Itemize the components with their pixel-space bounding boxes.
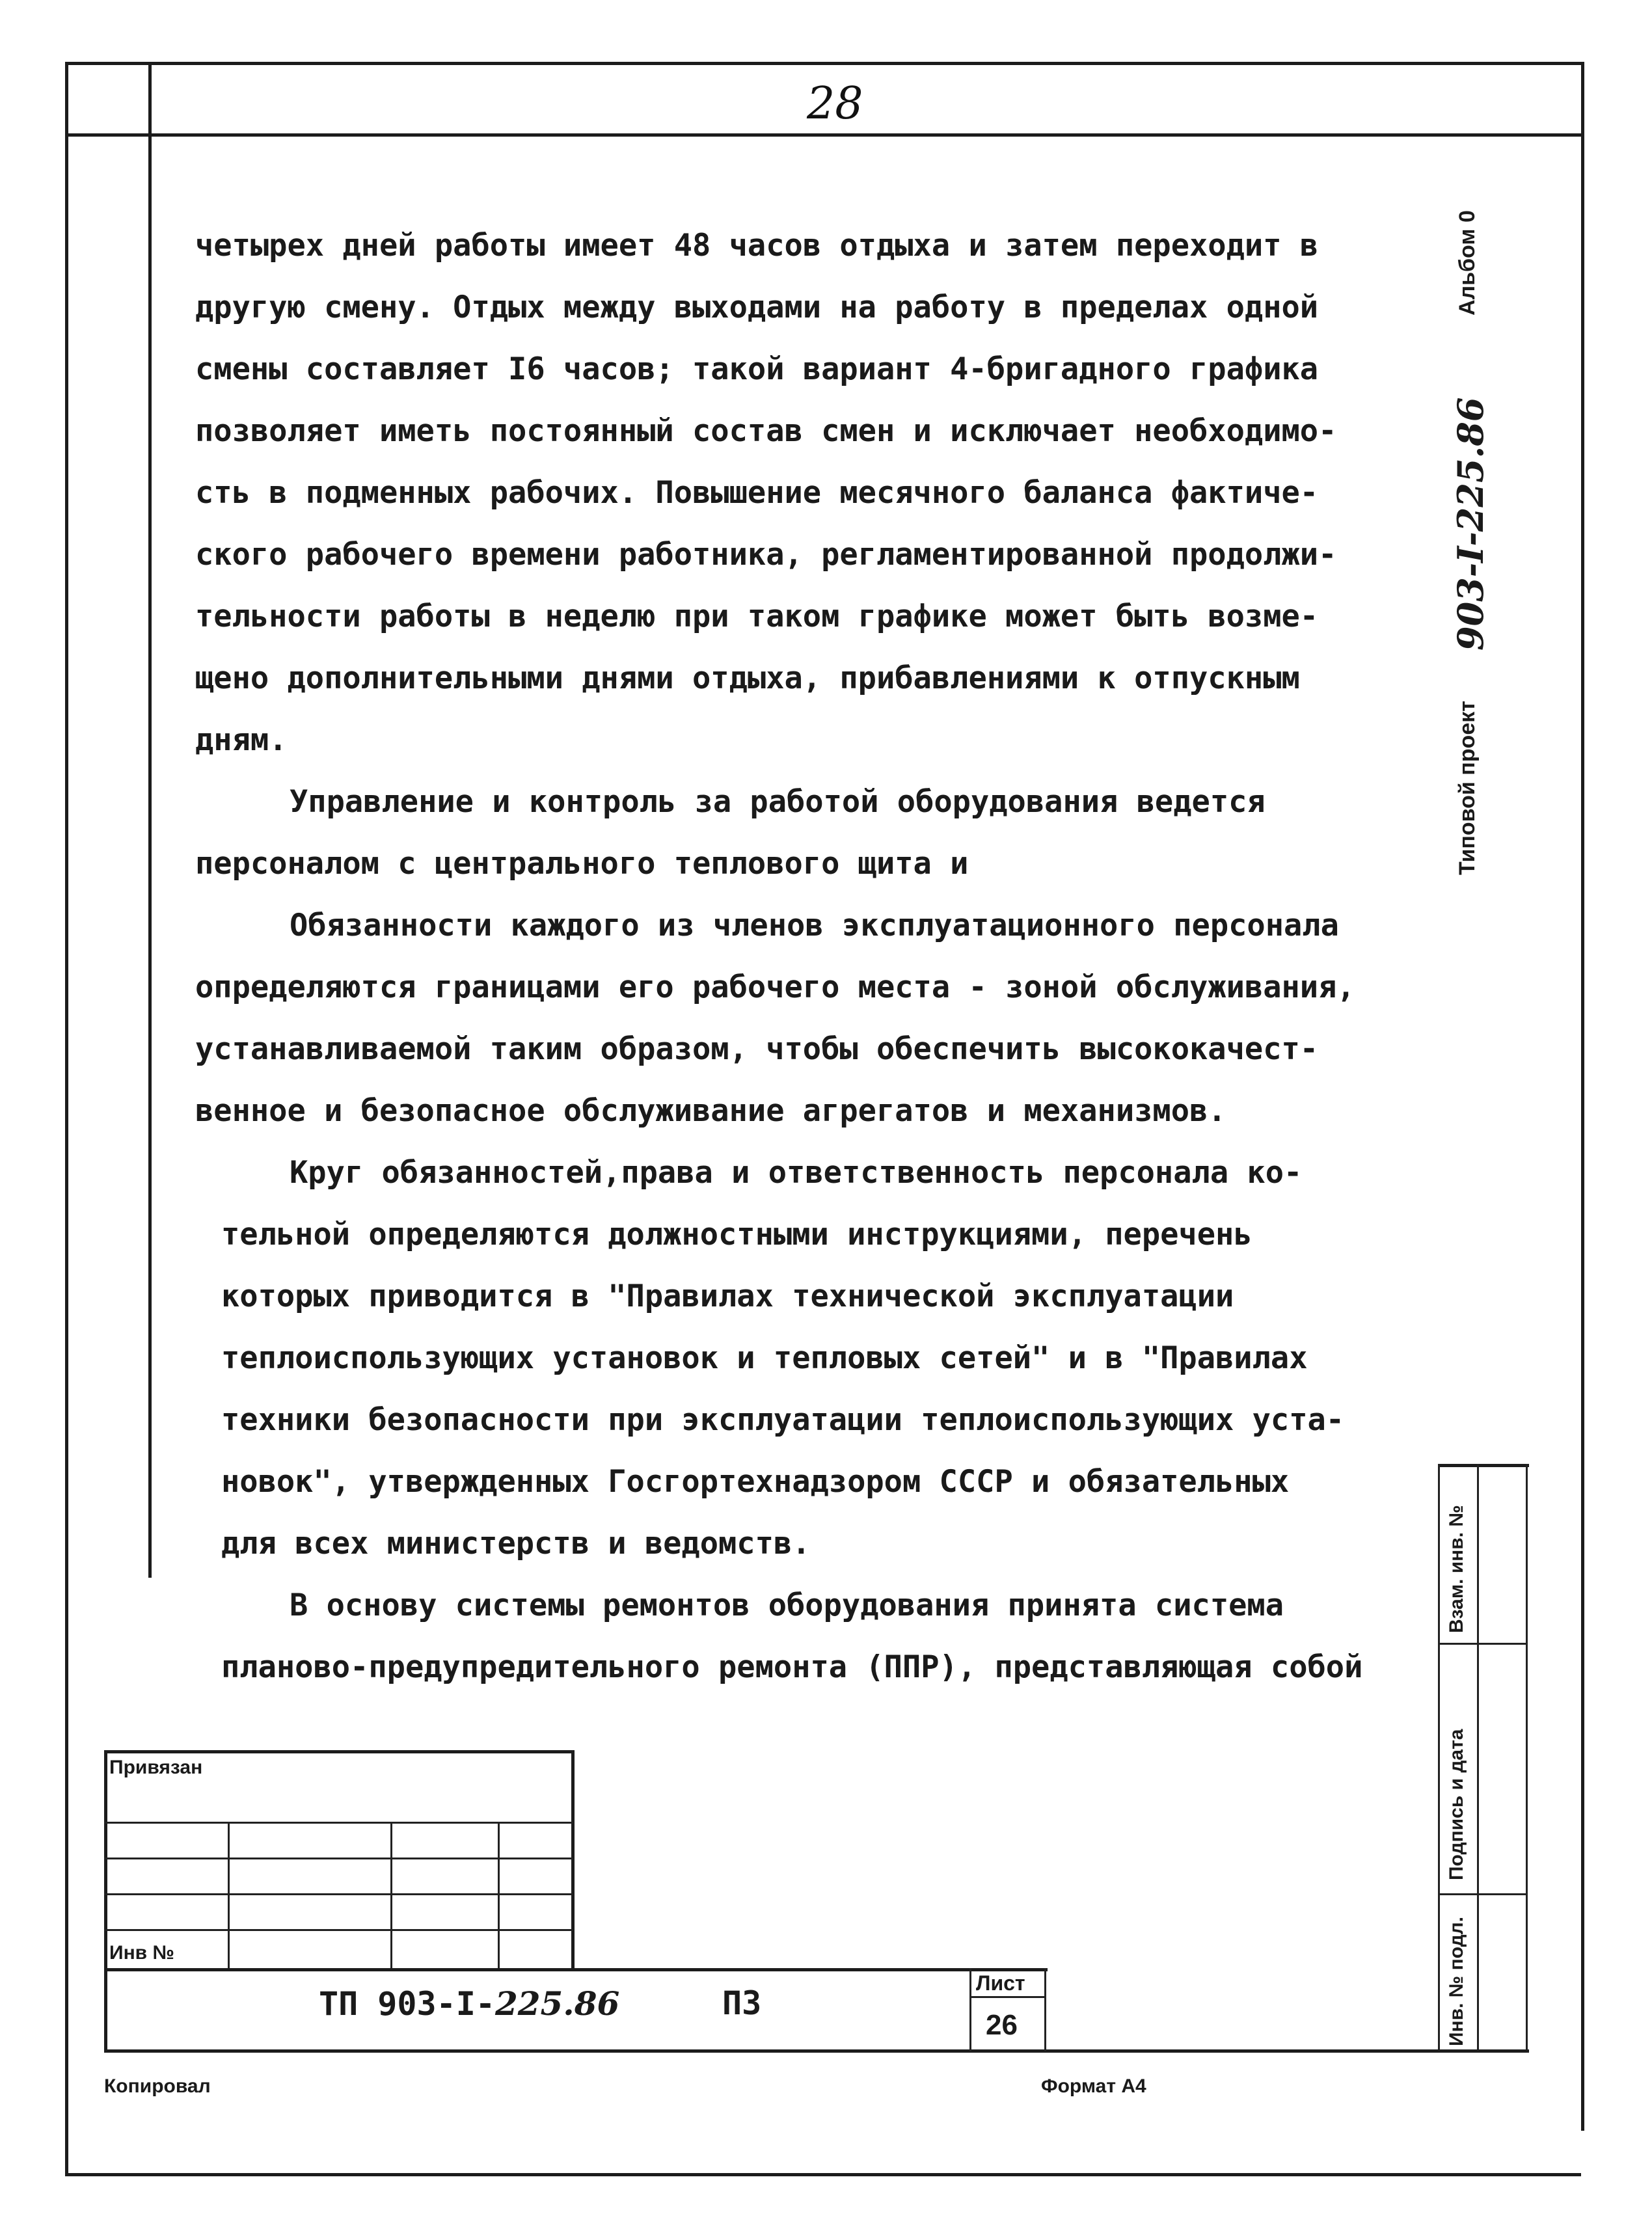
body-line: дням. <box>195 722 288 758</box>
title-grid-row4 <box>104 1929 573 1931</box>
body-line: техники безопасности при эксплуатации теплоиспользующих уста- <box>221 1402 1345 1438</box>
title-block-right-upper <box>571 1750 575 1971</box>
sheet-label: Лист <box>976 1971 1025 1995</box>
project-label: Типовой проект <box>1455 701 1480 875</box>
copied-label: Копировал <box>104 2075 211 2097</box>
body-line: венное и безопасное обслуживание агрегатов и механизмов. <box>195 1093 1226 1129</box>
title-grid-col3 <box>498 1822 500 1971</box>
title-grid-row1 <box>104 1822 573 1824</box>
right-stamp-top <box>1438 1464 1529 1467</box>
project-code: 903-I-225.86 <box>1450 397 1491 651</box>
sheet-box-right <box>1044 1968 1046 2051</box>
right-stamp-divider-b <box>1477 1464 1479 2053</box>
signature-date-label: Подпись и дата <box>1446 1729 1467 1880</box>
body-line: планово-предупредительного ремонта (ППР), представляющая собой <box>221 1649 1363 1685</box>
right-stamp-row1 <box>1438 1643 1526 1645</box>
sheet-number: 26 <box>986 2009 1018 2041</box>
page-number: 28 <box>807 78 863 129</box>
body-line: В основу системы ремонтов оборудования принята система <box>290 1587 1284 1623</box>
title-block-bottom <box>104 2049 1529 2053</box>
right-stamp-divider-c <box>1526 1464 1528 2053</box>
document-code-number: 225.86 <box>494 1984 620 2023</box>
body-line: новок", утвержденных Госгортехнадзором СССР и обязательных <box>221 1464 1290 1500</box>
document-code-prefix: ТП 903-I- <box>319 1985 495 2023</box>
document-type: ПЗ <box>722 1984 762 2022</box>
title-block-top <box>104 1750 573 1753</box>
title-block-left <box>104 1750 107 2049</box>
sheet-box-divider <box>969 1996 1046 1998</box>
body-line: позволяет иметь постоянный состав смен и исключает необходимо- <box>195 413 1337 449</box>
body-line: персоналом с центрального теплового щита и <box>195 846 969 882</box>
format-label: Формат А4 <box>1041 2075 1146 2097</box>
body-line: Круг обязанностей,права и ответственность персонала ко- <box>290 1155 1303 1191</box>
inv-podl-label: Инв. № подл. <box>1446 1916 1467 2046</box>
frame-right <box>1581 62 1584 2131</box>
frame-top <box>65 62 1581 65</box>
frame-left-outer <box>65 62 68 2173</box>
body-line: теплоиспользующих установок и тепловых сетей" и в "Правилах <box>221 1340 1308 1376</box>
body-line: щено дополнительными днями отдыха, прибавлениями к отпускным <box>195 660 1300 696</box>
frame-bottom <box>65 2173 1581 2176</box>
body-text <box>195 215 1418 1698</box>
sheet-box-left <box>969 1968 971 2051</box>
body-line: для всех министерств и ведомств. <box>221 1526 811 1561</box>
body-line: Управление и контроль за работой оборудования ведется <box>290 784 1266 820</box>
title-code-row-top <box>104 1968 1048 1971</box>
frame-header-bottom <box>65 133 1581 137</box>
title-grid-row3 <box>104 1893 573 1895</box>
album-label: Альбом 0 <box>1455 210 1480 316</box>
body-line: другую смену. Отдых между выходами на работу в пределах одной <box>195 290 1319 325</box>
right-stamp-divider-a <box>1438 1464 1440 2053</box>
title-grid-col1 <box>228 1822 230 1971</box>
body-line: ского рабочего времени работника, регламентированной продолжи- <box>195 537 1337 573</box>
body-line: тельности работы в неделю при таком графике может быть возме- <box>195 599 1319 634</box>
privyazan-label: Привязан <box>109 1757 203 1778</box>
body-line: устанавливаемой таким образом, чтобы обеспечить высококачест- <box>195 1031 1319 1067</box>
body-line: смены составляет I6 часов; такой вариант 4-бригадного графика <box>195 351 1319 387</box>
title-grid-row2 <box>104 1858 573 1859</box>
body-line: которых приводится в "Правилах технической эксплуатации <box>221 1278 1234 1314</box>
body-line: четырех дней работы имеет 48 часов отдыха и затем переходит в <box>195 228 1319 263</box>
inv-no-label: Инв № <box>109 1942 174 1964</box>
right-stamp-row2 <box>1438 1893 1526 1895</box>
frame-left-inner <box>148 62 152 1578</box>
body-line: сть в подменных рабочих. Повышение месячного баланса фактиче- <box>195 475 1319 511</box>
body-line: Обязанности каждого из членов эксплуатационного персонала <box>290 908 1339 943</box>
body-line: тельной определяются должностными инструкциями, перечень <box>221 1217 1253 1252</box>
vzam-inv-label: Взам. инв. № <box>1446 1505 1467 1633</box>
document-code <box>319 1984 619 2023</box>
body-line: определяются границами его рабочего места - зоной обслуживания, <box>195 969 1355 1005</box>
title-grid-col2 <box>390 1822 392 1971</box>
